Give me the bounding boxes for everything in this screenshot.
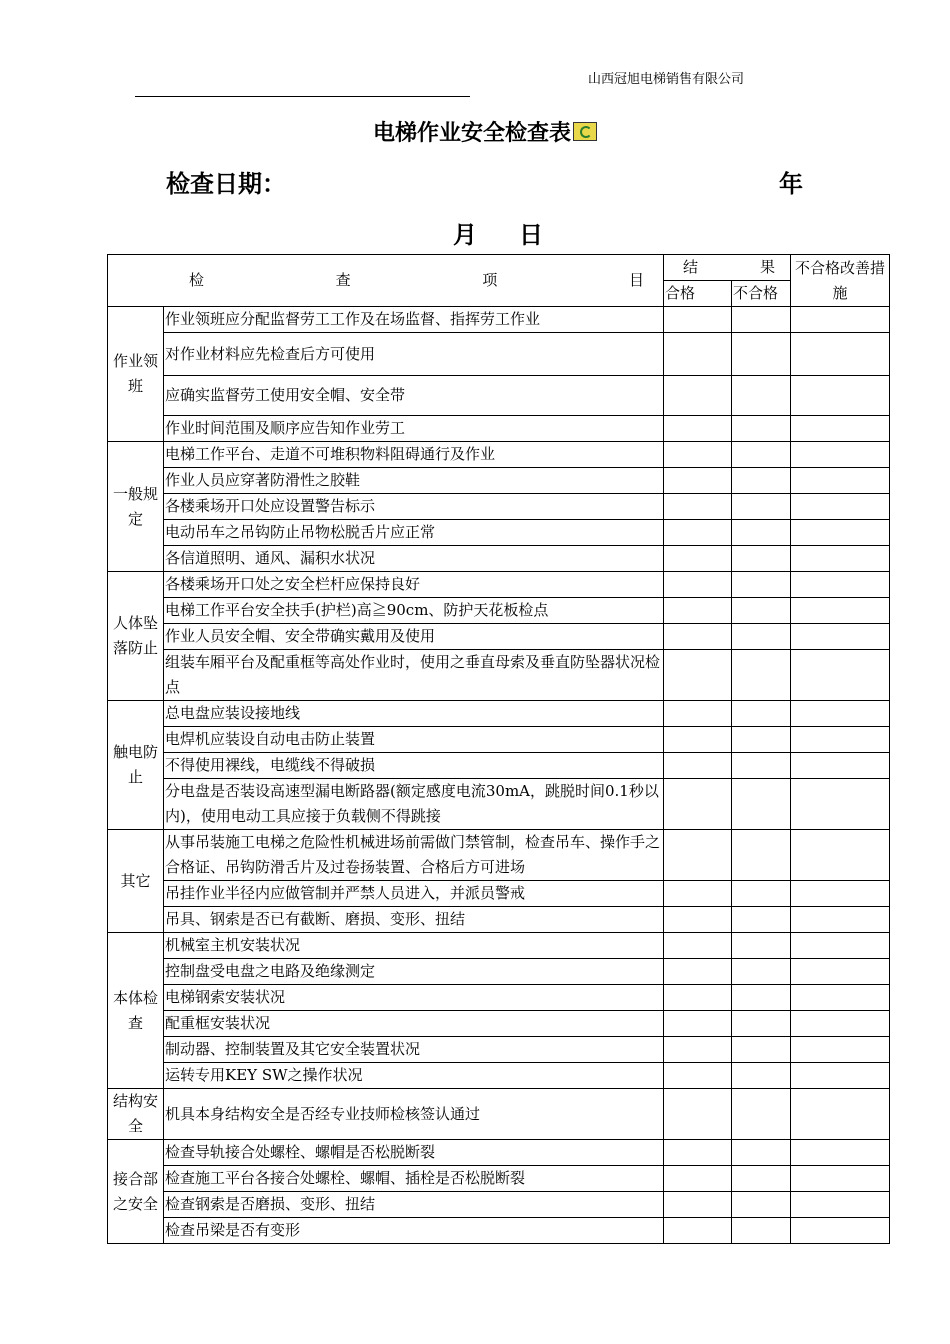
improvement-cell[interactable] [791, 1037, 890, 1063]
pass-cell[interactable] [664, 1037, 732, 1063]
improvement-cell[interactable] [791, 830, 890, 881]
pass-cell[interactable] [664, 907, 732, 933]
check-item-cell: 制动器、控制装置及其它安全装置状况 [164, 1037, 664, 1063]
table-row [108, 1089, 890, 1140]
improvement-cell[interactable] [791, 727, 890, 753]
check-item-cell: 对作业材料应先检查后方可使用 [164, 333, 664, 376]
check-item-cell: 检查吊梁是否有变形 [164, 1218, 664, 1244]
check-item-cell: 从事吊装施工电梯之危险性机械进场前需做门禁管制，检查吊车、操作手之合格证、吊钩防滑舌片及过卷扬装置、合格后方可进场 [164, 830, 664, 881]
table-row [108, 624, 890, 650]
improvement-cell[interactable] [791, 572, 890, 598]
fail-cell[interactable] [732, 307, 791, 333]
improvement-cell[interactable] [791, 779, 890, 830]
pass-cell[interactable] [664, 1218, 732, 1244]
improvement-cell[interactable] [791, 1166, 890, 1192]
fail-cell[interactable] [732, 1089, 791, 1140]
fail-cell[interactable] [732, 650, 791, 701]
pass-cell[interactable] [664, 959, 732, 985]
table-row [108, 376, 890, 416]
category-cell: 结构安全 [108, 1089, 164, 1140]
table-row [108, 1218, 890, 1244]
pass-cell[interactable] [664, 546, 732, 572]
table-row [108, 442, 890, 468]
improvement-cell[interactable] [791, 1218, 890, 1244]
improvement-cell[interactable] [791, 333, 890, 376]
table-row [108, 1166, 890, 1192]
category-cell: 作业领班 [108, 307, 164, 442]
fail-cell[interactable] [732, 1011, 791, 1037]
pass-cell[interactable] [664, 830, 732, 881]
pass-cell[interactable] [664, 520, 732, 546]
table-row [108, 650, 890, 701]
check-item-cell: 总电盘应装设接地线 [164, 701, 664, 727]
improvement-cell[interactable] [791, 1089, 890, 1140]
fail-cell[interactable] [732, 779, 791, 830]
pass-cell[interactable] [664, 333, 732, 376]
check-item-cell: 电动吊车之吊钩防止吊物松脱舌片应正常 [164, 520, 664, 546]
improvement-cell[interactable] [791, 1011, 890, 1037]
table-row [108, 468, 890, 494]
improvement-cell[interactable] [791, 959, 890, 985]
month-label: 月 [453, 220, 477, 249]
fail-cell[interactable] [732, 1037, 791, 1063]
table-row [108, 881, 890, 907]
table-row [108, 494, 890, 520]
category-cell: 其它 [108, 830, 164, 933]
check-item-cell: 分电盘是否装设高速型漏电断路器(额定感度电流30mA，跳脱时间0.1秒以内)，使用电动工具应接于负载侧不得跳接 [164, 779, 664, 830]
pass-cell[interactable] [664, 933, 732, 959]
table-row [108, 830, 890, 881]
inspection-table [107, 254, 890, 1244]
fail-cell[interactable] [732, 546, 791, 572]
fail-cell[interactable] [732, 830, 791, 881]
pass-cell[interactable] [664, 307, 732, 333]
table-row [108, 1037, 890, 1063]
fail-cell[interactable] [732, 701, 791, 727]
improvement-cell[interactable] [791, 701, 890, 727]
pass-cell[interactable] [664, 727, 732, 753]
improvement-cell[interactable] [791, 1192, 890, 1218]
fail-cell[interactable] [732, 494, 791, 520]
fail-cell[interactable] [732, 376, 791, 416]
fail-cell[interactable] [732, 1140, 791, 1166]
check-item-cell: 运转专用KEY SW之操作状况 [164, 1063, 664, 1089]
check-item-cell: 检查导轨接合处螺栓、螺帽是否松脱断裂 [164, 1140, 664, 1166]
check-item-cell: 作业领班应分配监督劳工工作及在场监督、指挥劳工作业 [164, 307, 664, 333]
check-item-cell: 吊具、钢索是否已有截断、磨损、变形、扭结 [164, 907, 664, 933]
header-rule [135, 96, 470, 97]
table-row [108, 701, 890, 727]
improvement-cell[interactable] [791, 1140, 890, 1166]
page-title [373, 116, 597, 147]
pass-cell[interactable] [664, 376, 732, 416]
improvement-cell[interactable] [791, 598, 890, 624]
table-row [108, 907, 890, 933]
improvement-cell[interactable] [791, 907, 890, 933]
category-cell: 接合部之安全 [108, 1140, 164, 1244]
check-item-cell: 机械室主机安装状况 [164, 933, 664, 959]
check-item-cell: 电梯钢索安装状况 [164, 985, 664, 1011]
check-item-cell: 作业人员安全帽、安全带确实戴用及使用 [164, 624, 664, 650]
check-item-header: 检 查 项 目 [108, 255, 664, 307]
check-item-cell: 作业时间范围及顺序应告知作业劳工 [164, 416, 664, 442]
year-label: 年 [779, 169, 803, 198]
check-item-cell: 吊挂作业半径内应做管制并严禁人员进入，并派员警戒 [164, 881, 664, 907]
table-row [108, 1192, 890, 1218]
table-row [108, 779, 890, 830]
pass-cell[interactable] [664, 881, 732, 907]
check-item-cell: 组装车厢平台及配重框等高处作业时，使用之垂直母索及垂直防坠器状况检点 [164, 650, 664, 701]
fail-cell[interactable] [732, 881, 791, 907]
fail-cell[interactable] [732, 985, 791, 1011]
pass-cell[interactable] [664, 598, 732, 624]
category-cell: 本体检查 [108, 933, 164, 1089]
table-row [108, 307, 890, 333]
check-item-cell: 各楼乘场开口处应设置警告标示 [164, 494, 664, 520]
table-row [108, 598, 890, 624]
improvement-cell[interactable] [791, 881, 890, 907]
pass-cell[interactable] [664, 985, 732, 1011]
improvement-cell[interactable] [791, 624, 890, 650]
check-item-cell: 各信道照明、通风、漏积水状况 [164, 546, 664, 572]
table-row [108, 933, 890, 959]
check-item-cell: 应确实监督劳工使用安全帽、安全带 [164, 376, 664, 416]
improvement-cell[interactable] [791, 985, 890, 1011]
check-item-cell: 检查施工平台各接合处螺栓、螺帽、插栓是否松脱断裂 [164, 1166, 664, 1192]
improvement-cell[interactable] [791, 494, 890, 520]
improvement-cell[interactable] [791, 933, 890, 959]
fail-cell[interactable] [732, 959, 791, 985]
category-cell: 人体坠落防止 [108, 572, 164, 701]
fail-cell[interactable] [732, 442, 791, 468]
check-item-cell: 机具本身结构安全是否经专业技师检核签认通过 [164, 1089, 664, 1140]
fail-cell[interactable] [732, 468, 791, 494]
pass-cell[interactable] [664, 650, 732, 701]
fail-cell[interactable] [732, 333, 791, 376]
fail-cell[interactable] [732, 1218, 791, 1244]
table-row [108, 727, 890, 753]
improvement-cell[interactable] [791, 753, 890, 779]
date-label: 检查日期： [166, 169, 286, 198]
fail-cell[interactable] [732, 727, 791, 753]
improvement-cell[interactable] [791, 650, 890, 701]
fail-cell[interactable] [732, 907, 791, 933]
check-item-cell: 电梯工作平台、走道不可堆积物料阻碍通行及作业 [164, 442, 664, 468]
fail-cell[interactable] [732, 1166, 791, 1192]
company-name: 山西冠旭电梯销售有限公司 [588, 72, 745, 87]
pass-cell[interactable] [664, 416, 732, 442]
category-cell: 一般规定 [108, 442, 164, 572]
pass-cell[interactable] [664, 468, 732, 494]
category-cell: 触电防止 [108, 701, 164, 830]
improvement-cell[interactable] [791, 307, 890, 333]
improvement-header: 不合格改善措施 [791, 255, 890, 307]
fail-cell[interactable] [732, 753, 791, 779]
table-row [108, 985, 890, 1011]
fail-cell[interactable] [732, 416, 791, 442]
page-title-text: 电梯作业安全检查表 [373, 120, 572, 146]
result-header: 结 果 [664, 255, 791, 281]
pass-cell[interactable] [664, 1089, 732, 1140]
table-row [108, 333, 890, 376]
check-item-cell: 配重框安装状况 [164, 1011, 664, 1037]
fail-cell[interactable] [732, 572, 791, 598]
fail-header: 不合格 [732, 281, 791, 307]
pass-cell[interactable] [664, 1011, 732, 1037]
fail-cell[interactable] [732, 933, 791, 959]
improvement-cell[interactable] [791, 1063, 890, 1089]
improvement-cell[interactable] [791, 520, 890, 546]
check-item-cell: 电梯工作平台安全扶手(护栏)高≧90cm、防护天花板检点 [164, 598, 664, 624]
table-row [108, 546, 890, 572]
pass-cell[interactable] [664, 779, 732, 830]
check-item-cell: 各楼乘场开口处之安全栏杆应保持良好 [164, 572, 664, 598]
pass-cell[interactable] [664, 494, 732, 520]
improvement-cell[interactable] [791, 376, 890, 416]
check-item-cell: 作业人员应穿著防滑性之胶鞋 [164, 468, 664, 494]
pass-cell[interactable] [664, 624, 732, 650]
check-item-cell: 电焊机应装设自动电击防止装置 [164, 727, 664, 753]
improvement-cell[interactable] [791, 442, 890, 468]
check-item-cell: 不得使用裸线，电缆线不得破损 [164, 753, 664, 779]
pass-cell[interactable] [664, 701, 732, 727]
fail-cell[interactable] [732, 1063, 791, 1089]
hyperlink-icon[interactable] [573, 122, 597, 141]
fail-cell[interactable] [732, 1192, 791, 1218]
pass-cell[interactable] [664, 753, 732, 779]
improvement-cell[interactable] [791, 468, 890, 494]
table-row [108, 1140, 890, 1166]
table-row [108, 1063, 890, 1089]
table-row [108, 520, 890, 546]
check-item-cell: 检查钢索是否磨损、变形、扭结 [164, 1192, 664, 1218]
fail-cell[interactable] [732, 624, 791, 650]
improvement-cell[interactable] [791, 416, 890, 442]
pass-cell[interactable] [664, 1140, 732, 1166]
table-row [108, 1011, 890, 1037]
pass-cell[interactable] [664, 572, 732, 598]
pass-cell[interactable] [664, 1166, 732, 1192]
check-item-cell: 控制盘受电盘之电路及绝缘测定 [164, 959, 664, 985]
pass-cell[interactable] [664, 1192, 732, 1218]
improvement-cell[interactable] [791, 546, 890, 572]
pass-header: 合格 [664, 281, 732, 307]
fail-cell[interactable] [732, 520, 791, 546]
fail-cell[interactable] [732, 598, 791, 624]
table-row [108, 416, 890, 442]
table-row [108, 572, 890, 598]
day-label: 日 [519, 220, 543, 249]
pass-cell[interactable] [664, 1063, 732, 1089]
pass-cell[interactable] [664, 442, 732, 468]
table-row [108, 753, 890, 779]
table-row [108, 959, 890, 985]
